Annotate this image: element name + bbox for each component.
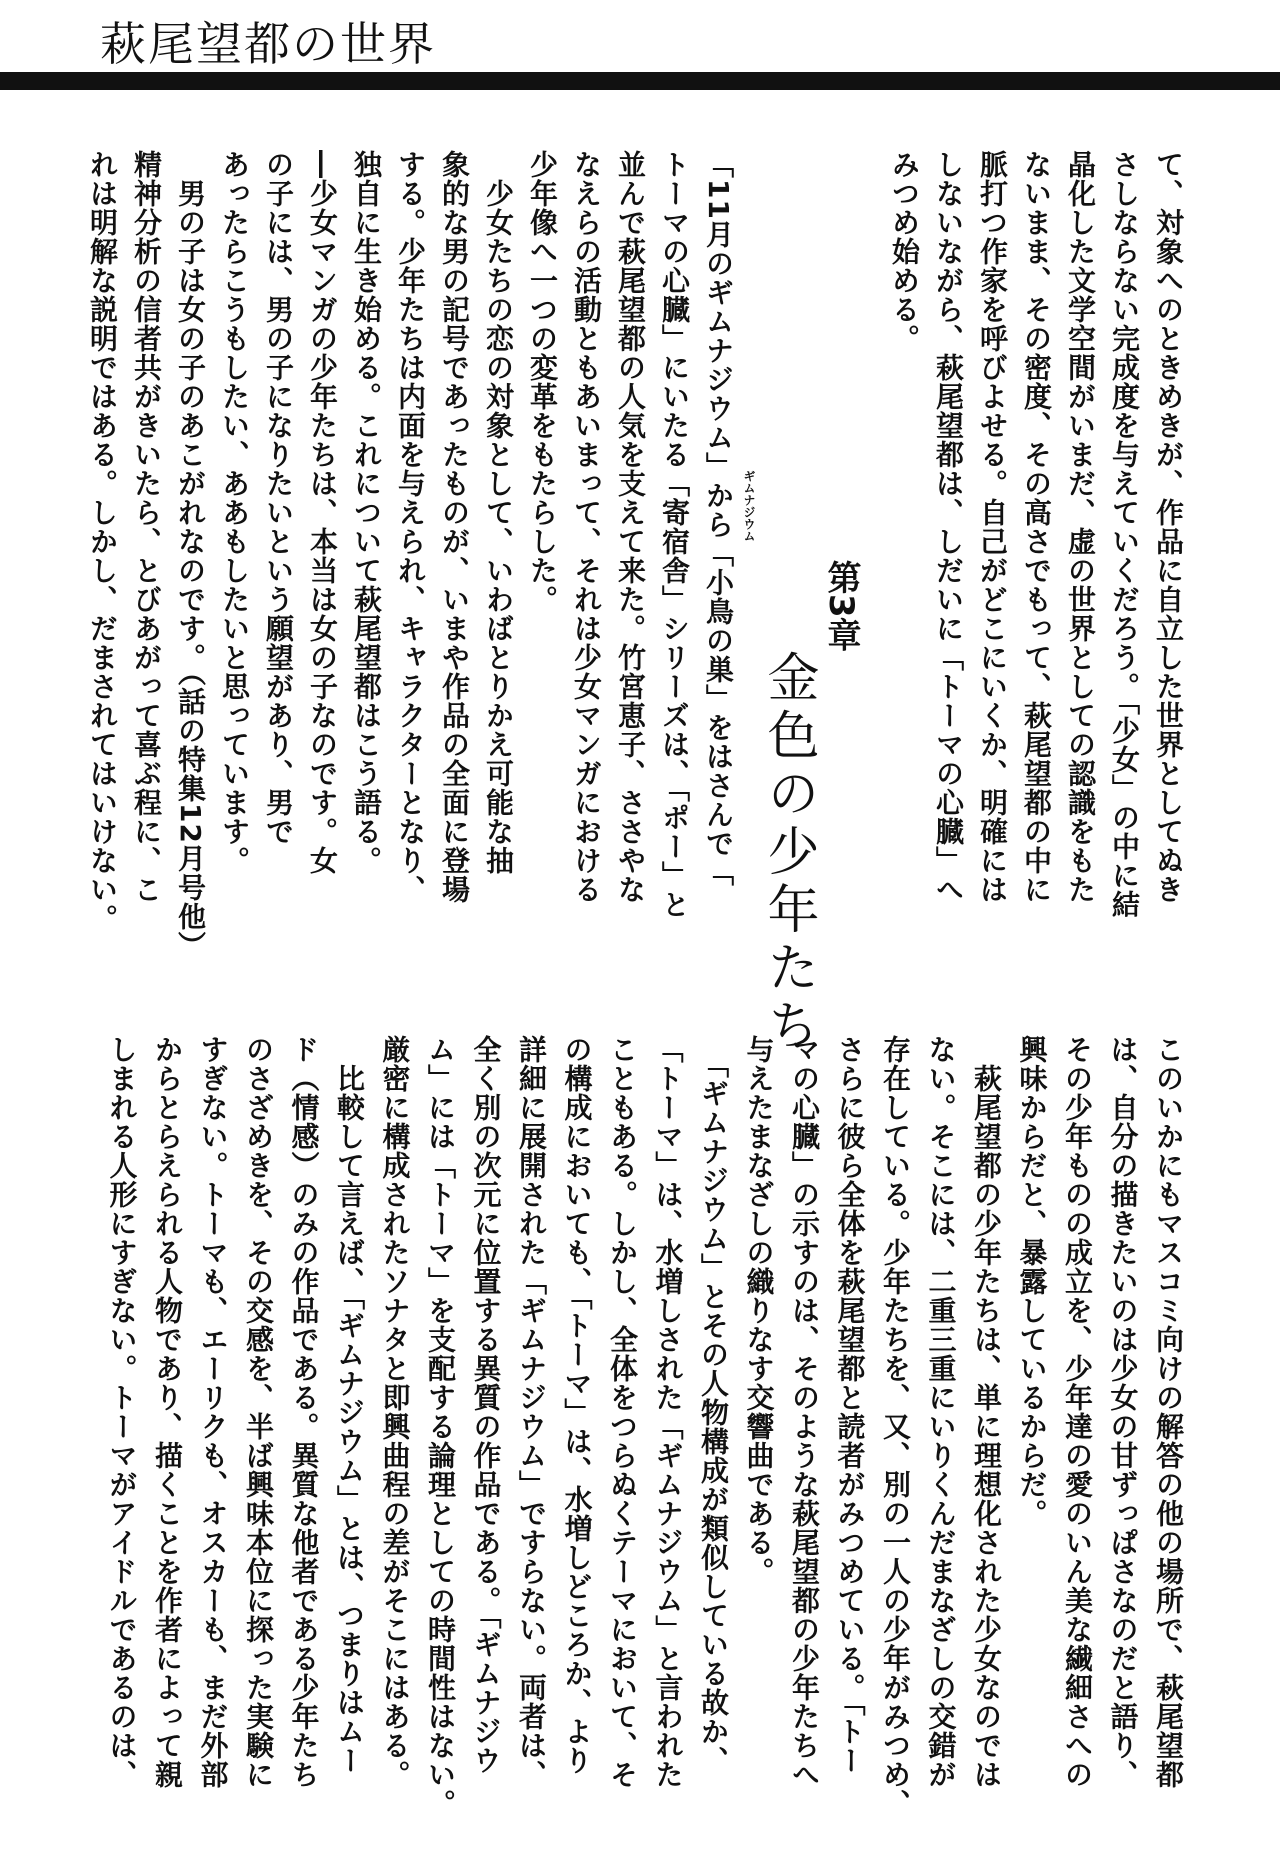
text-column: 萩尾望都の少年たちは、単に理想化された少女なのでは <box>970 1035 1003 1789</box>
text-column: の子には、男の子になりたいという願望があり、男で <box>262 150 295 846</box>
text-column: トーマの心臓」にいたる「寄宿舎」シリーズは、「ポー」と <box>658 150 691 919</box>
text-column: ない。そこには、二重三重にいりくんだまなざしの交錯が <box>924 1035 958 1789</box>
top-right-text-block <box>882 150 1190 919</box>
text-column: 比較して言えば、「ギムナジウム」とは、つまりはムー <box>333 1035 366 1775</box>
text-column: 全く別の次元に位置する異質の作品である。「ギムナジウ <box>469 1035 503 1775</box>
text-column: ド（情感）のみの作品である。異質な他者である少年たち <box>287 1035 321 1789</box>
bottom-text-block <box>98 1035 1190 1818</box>
chapter-number: 第3章 <box>821 560 861 652</box>
text-column: のさざめきを、その交感を、半ば興味本位に探った実験に <box>242 1035 275 1789</box>
text-column: 厳密に構成されたソナタと即興曲程の差がそこにはある。 <box>378 1035 412 1789</box>
text-column: 独自に生き始める。これについて萩尾望都はこう語る。 <box>350 150 383 875</box>
text-column: 晶化した文学空間がいまだ、虚の世界としての認識をもた <box>1064 150 1097 904</box>
text-column: 脈打つ作家を呼びよせる。自己がどこにいくか、明確には <box>976 150 1009 904</box>
top-left-text-block <box>80 150 740 960</box>
text-column: ―少女マンガの少年たちは、本当は女の子なのです。女 <box>306 150 339 875</box>
text-column: て、対象へのときめきが、作品に自立した世界としてぬき <box>1152 150 1185 904</box>
text-column: 少年像へ一つの変革をもたらした。 <box>526 150 559 614</box>
text-column: みつめ始める。 <box>888 150 921 353</box>
text-column: する。少年たちは内面を与えられ、キャラクターとなり、 <box>394 150 427 904</box>
text-column: さしならない完成度を与えていくだろう。「少女」の中に結 <box>1108 150 1141 919</box>
text-column: 興味からだと、暴露しているからだ。 <box>1015 1035 1049 1528</box>
text-column: しないながら、萩尾望都は、しだいに「トーマの心臓」へ <box>932 150 965 904</box>
text-column: さらに彼ら全体を萩尾望都と読者がみつめている。「トー <box>833 1035 867 1775</box>
text-column: 並んで萩尾望都の人気を支えて来た。竹宮恵子、ささやな <box>614 150 647 904</box>
ruby-annotation: ギムナジウム <box>742 470 756 542</box>
text-column: れは明解な説明ではある。しかし、だまされてはいけない。 <box>86 150 119 933</box>
text-column: 少女たちの恋の対象として、いわばとりかえ可能な抽 <box>482 150 515 875</box>
text-column: 与えたまなざしの織りなす交響曲である。 <box>742 1035 776 1586</box>
text-column: からとらえられる人物であり、描くことを作者によって親 <box>151 1035 184 1789</box>
text-column: 「11月のギムナジウム」から「小鳥の巣」をはさんで「 <box>702 150 735 887</box>
chapter-title: 金色の少年たち <box>758 650 818 1056</box>
text-column: 精神分析の信者共がきいたら、とびあがって喜ぶ程に、こ <box>130 150 163 904</box>
header-divider <box>0 72 1280 90</box>
text-column: は、自分の描きたいのは少女の甘ずっぱさなのだと語り、 <box>1106 1035 1140 1789</box>
text-column: このいかにもマスコミ向けの解答の他の場所で、萩尾望都 <box>1152 1035 1185 1789</box>
text-column: 男の子は女の子のあこがれなのです。（話の特集12月号他） <box>174 150 207 960</box>
text-column: しまれる人形にすぎない。トーマがアイドルであるのは、 <box>105 1035 139 1789</box>
text-column: ないまま、その密度、その高さでもって、萩尾望都の中に <box>1020 150 1053 904</box>
text-column: 詳細に展開された「ギムナジウム」ですらない。両者は、 <box>515 1035 548 1789</box>
text-column: 「トーマ」は、水増しされた「ギムナジウム」と言われた <box>651 1035 685 1789</box>
text-column: すぎない。トーマも、エーリクも、オスカーも、まだ外部 <box>196 1035 230 1789</box>
text-column: 象的な男の記号であったものが、いまや作品の全面に登場 <box>438 150 471 904</box>
text-column: なえらの活動ともあいまって、それは少女マンガにおける <box>570 150 603 904</box>
text-column: 存在している。少年たちを、又、別の一人の少年がみつめ、 <box>879 1035 912 1818</box>
text-column: ム」には「トーマ」を支配する論理としての時間性はない。 <box>424 1035 457 1818</box>
text-column: その少年ものの成立を、少年達の愛のいん美な繊細さへの <box>1061 1035 1094 1789</box>
text-column: マの心臓」の示すのは、そのような萩尾望都の少年たちへ <box>788 1035 821 1789</box>
text-column: あったらこうもしたい、ああもしたいと思っています。 <box>218 150 251 875</box>
text-column: の構成においても、「トーマ」は、水増しどころか、より <box>560 1035 594 1775</box>
page-header-title: 萩尾望都の世界 <box>100 17 436 71</box>
text-column: こともある。しかし、全体をつらぬくテーマにおいて、そ <box>606 1035 639 1789</box>
text-column: 「ギムナジウム」とその人物構成が類似している故か、 <box>697 1035 730 1775</box>
